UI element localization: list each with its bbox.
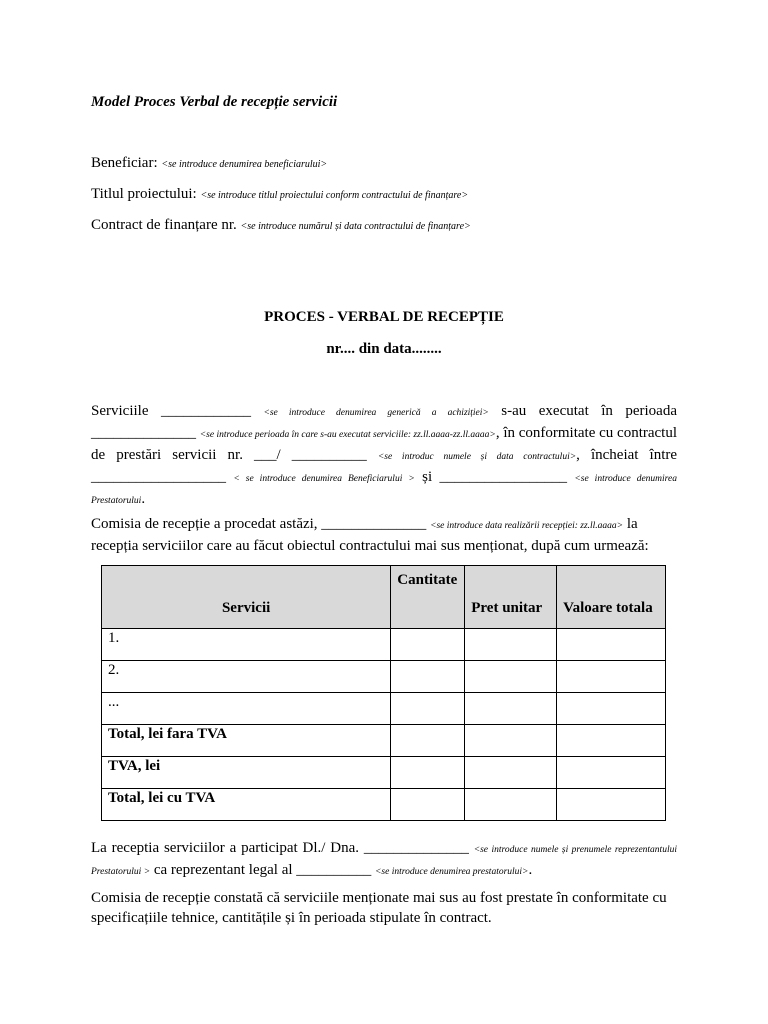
para3-text-3: .: [528, 862, 533, 878]
table-row-total-fara-tva: [102, 725, 666, 757]
services-table: [101, 565, 666, 821]
cell-cantitate: [391, 693, 465, 725]
cell-valoare-totala: [557, 757, 666, 789]
cell-pret-unitar: [465, 757, 557, 789]
cell-cantitate: [391, 789, 465, 821]
header-valoare-totala: Valoare totala: [557, 566, 666, 629]
contract-hint: <se introduce numărul și data contractului de finanțare>: [240, 221, 471, 232]
row-label: ...: [102, 693, 391, 725]
table-header-row: [102, 566, 666, 629]
titlu-proiect-line: [91, 186, 468, 203]
table-row-total-cu-tva: [102, 789, 666, 821]
model-title: Model Proces Verbal de recepție servicii: [91, 94, 338, 110]
para3-hint-prestator: <se introduce denumirea prestatorului>: [375, 867, 529, 877]
table-row: [102, 693, 666, 725]
contract-label: Contract de finanțare nr.: [91, 217, 237, 233]
document-heading: PROCES - VERBAL DE RECEPȚIE: [264, 309, 504, 325]
para2-hint-data: <se introduce data realizării recepției: zz.ll.aaaa>: [430, 521, 624, 531]
para3-hint-reprezentant: <se introduce numele și prenumele reprezentantului Prestatorului >: [91, 845, 677, 877]
para1-text-1: Serviciile ____________: [91, 403, 264, 419]
row-label: Total, lei fara TVA: [102, 725, 391, 757]
row-label: 2.: [102, 661, 391, 693]
para3-text-2: ca reprezentant legal al __________: [150, 862, 376, 878]
cell-pret-unitar: [465, 693, 557, 725]
para1-text-3: , în conformitate cu contractul de prestări servicii nr. ___/ __________: [91, 425, 678, 463]
cell-cantitate: [391, 629, 465, 661]
para1-hint-perioada: <se introduce perioada în care s-au executat serviciile: zz.ll.aaaa-zz.ll.aaaa>: [199, 430, 496, 440]
titlu-proiect-hint: <se introduce titlul proiectului conform contractului de finanțare>: [200, 190, 469, 201]
paragraph-participant: [91, 838, 677, 882]
cell-cantitate: [391, 757, 465, 789]
row-label: Total, lei cu TVA: [102, 789, 391, 821]
contract-line: [91, 217, 471, 234]
cell-valoare-totala: [557, 725, 666, 757]
cell-pret-unitar: [465, 661, 557, 693]
para1-text-2: s-au executat în perioada ______________: [91, 403, 677, 441]
cell-pret-unitar: [465, 789, 557, 821]
para1-text-6: .: [141, 491, 146, 507]
header-pret-unitar: Pret unitar: [465, 566, 557, 629]
para1-text-4: , încheiat între __________________: [91, 447, 678, 485]
table-row-tva: [102, 757, 666, 789]
titlu-proiect-label: Titlul proiectului:: [91, 186, 197, 202]
cell-valoare-totala: [557, 661, 666, 693]
paragraph-servicii: [91, 401, 677, 511]
table-row: [102, 629, 666, 661]
header-cantitate: Cantitate: [391, 566, 465, 629]
cell-valoare-totala: [557, 693, 666, 725]
para1-text-5: și _________________: [414, 469, 575, 485]
cell-pret-unitar: [465, 629, 557, 661]
header-servicii: Servicii: [102, 566, 391, 629]
table-row: [102, 661, 666, 693]
cell-cantitate: [391, 725, 465, 757]
cell-pret-unitar: [465, 725, 557, 757]
para3-text-1: La receptia serviciilor a participat Dl./ Dna. ______________: [91, 840, 474, 856]
para1-hint-beneficiar: < se introduce denumirea Beneficiarului >: [233, 474, 415, 484]
para1-hint-achizitie: <se introduce denumirea generică a achiziției>: [263, 408, 489, 418]
beneficiar-hint: <se introduce denumirea beneficiarului>: [161, 159, 328, 170]
paragraph-comisia: [91, 514, 677, 556]
para2-text-1: Comisia de recepție a procedat astăzi, ______________: [91, 516, 431, 532]
para1-hint-prestator: <se introduce denumirea Prestatorului: [91, 474, 677, 506]
para1-hint-contract: <se introduc numele și data contractului>: [377, 452, 577, 462]
beneficiar-label: Beneficiar:: [91, 155, 158, 171]
para2-text-2: la recepția serviciilor care au făcut obiectul contractului mai sus menționat, după cum urmează:: [91, 516, 649, 554]
cell-valoare-totala: [557, 789, 666, 821]
row-label: 1.: [102, 629, 391, 661]
document-subheading: nr.... din data........: [326, 341, 442, 357]
cell-cantitate: [391, 661, 465, 693]
row-label: TVA, lei: [102, 757, 391, 789]
beneficiar-line: [91, 155, 327, 172]
cell-valoare-totala: [557, 629, 666, 661]
paragraph-constatare: Comisia de recepție constată că serviciile menționate mai sus au fost prestate în conformitate cu specificațiile tehnice, cantitățile și în perioada stipulate în contract.: [91, 890, 667, 926]
